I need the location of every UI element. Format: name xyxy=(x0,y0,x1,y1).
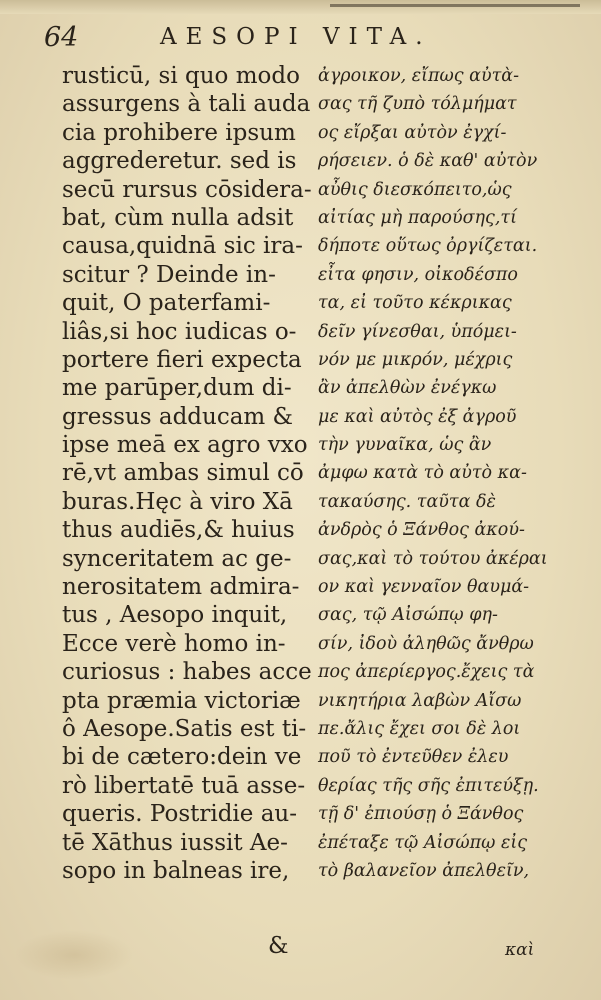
greek-text-line: ἀμφω κατὰ τὸ αὐτὸ κα- xyxy=(318,463,527,484)
latin-text-line: bi de cætero:dein ve xyxy=(62,744,302,771)
latin-column xyxy=(62,62,312,885)
latin-text-line: thus audiēs,& huius xyxy=(62,517,295,544)
latin-text-line: secū rursus cōsidera- xyxy=(62,176,312,203)
greek-text-line: σας,καὶ τὸ τούτου ἀκέραι xyxy=(318,548,548,569)
latin-text-line: rò libertatē tuā asse- xyxy=(62,772,306,799)
greek-text-line: ρήσειεν. ὁ δὲ καθ' αὐτὸν xyxy=(318,151,538,172)
latin-text-line: ô Aesope.Satis est ti- xyxy=(62,715,307,742)
top-rule xyxy=(330,4,580,7)
latin-text-line: causa,quidnā sic ira- xyxy=(62,233,303,260)
latin-text-line: me parūper,dum di- xyxy=(62,375,292,402)
greek-text-line: ἂν ἀπελθὼν ἐνέγκω xyxy=(318,378,497,399)
greek-text-line: τα, εἰ τοῦτο κέκρικας xyxy=(318,293,512,314)
greek-text-line: εἶτα φησιν, οἰκοδέσπο xyxy=(318,264,518,285)
greek-text-line: νόν με μικρόν, μέχρις xyxy=(318,349,513,370)
running-head: AESOPI VITA. xyxy=(160,24,432,50)
latin-text-line: queris. Postridie au- xyxy=(62,801,298,828)
latin-text-line: sopo in balneas ire, xyxy=(62,857,290,884)
greek-text-line: αἰτίας μὴ παρούσης,τί xyxy=(318,207,517,228)
greek-text-line: σας τῆ ζυπὸ τόλμήματ xyxy=(318,94,517,115)
latin-text-line: assurgens à tali auda xyxy=(62,91,311,118)
greek-text-line: ἐπέταξε τῷ Αἰσώπῳ εἰς xyxy=(318,832,527,853)
latin-text-line: liâs,si hoc iudicas o- xyxy=(62,318,297,345)
greek-text-line: ἀνδρὸς ὁ Ξάνθος ἀκού- xyxy=(318,520,525,541)
greek-text-line: πος ἀπερίεργος.ἔχεις τὰ xyxy=(318,662,535,683)
latin-text-line: curiosus : habes acce xyxy=(62,659,312,686)
greek-text-line: τῇ δ' ἐπιούσῃ ὁ Ξάνθος xyxy=(318,804,524,825)
greek-catchword: καὶ xyxy=(505,940,535,960)
latin-catchword: & xyxy=(268,933,289,959)
page-number: 64 xyxy=(44,22,79,53)
greek-text-line: τὴν γυναῖκα, ὡς ἂν xyxy=(318,435,492,456)
latin-text-line: aggrederetur. sed is xyxy=(62,148,297,175)
greek-text-line: ος εἴρξαι αὐτὸν ἐγχί- xyxy=(318,122,507,143)
greek-text-line: θερίας τῆς σῆς ἐπιτεύξῃ. xyxy=(318,775,539,796)
greek-text-line: δεῖν γίνεσθαι, ὑπόμει- xyxy=(318,321,517,342)
latin-text-line: buras.Hęc à viro Xā xyxy=(62,488,293,515)
greek-text-line: ποῦ τὸ ἐντεῦθεν ἐλευ xyxy=(318,747,509,768)
latin-text-line: tē Xāthus iussit Ae- xyxy=(62,829,288,856)
latin-text-line: cia prohibere ipsum xyxy=(62,119,296,146)
latin-text-line: nerositatem admira- xyxy=(62,574,300,601)
latin-text-line: ipse meā ex agro vxo xyxy=(62,432,308,459)
greek-column xyxy=(318,62,580,885)
latin-text-line: rusticū, si quo modo xyxy=(62,63,300,89)
latin-text-line: Ecce verè homo in- xyxy=(62,630,286,657)
paper-stain xyxy=(14,930,134,980)
greek-text-line: τακαύσης. ταῦτα δὲ xyxy=(318,491,496,512)
greek-text-line: με καὶ αὐτὸς ἐξ ἀγροῦ xyxy=(318,406,517,427)
page-top-edge xyxy=(0,0,601,14)
greek-text-line: πε.ἄλις ἔχει σοι δὲ λοι xyxy=(318,718,521,739)
latin-text-line: rē,vt ambas simul cō xyxy=(62,460,304,487)
greek-text-line: ον καὶ γενναῖον θαυμά- xyxy=(318,577,530,598)
greek-text-line: σας, τῷ Αἰσώπῳ φη- xyxy=(318,605,498,626)
greek-text-line: ἀγροικον, εἴπως αὐτὰ- xyxy=(318,66,519,86)
latin-text-line: portere fieri expecta xyxy=(62,346,302,373)
greek-text-line: νικητήρια λαβὼν Αἴσω xyxy=(318,690,522,711)
latin-text-line: bat, cùm nulla adsit xyxy=(62,204,294,231)
latin-text-line: gressus adducam & xyxy=(62,403,294,430)
greek-text-line: τὸ βαλανεῖον ἀπελθεῖν, xyxy=(318,860,530,881)
latin-text-line: quit, O paterfami- xyxy=(62,290,271,317)
latin-text-line: pta præmia victoriæ xyxy=(62,687,301,714)
greek-text-line: σίν, ἰδοὺ ἀληθῶς ἄνθρω xyxy=(318,633,534,654)
latin-text-line: tus , Aesopo inquit, xyxy=(62,602,288,629)
greek-text-line: δήποτε οὕτως ὀργίζεται. xyxy=(318,236,538,257)
latin-text-line: synceritatem ac ge- xyxy=(62,545,292,572)
latin-text-line: scitur ? Deinde in- xyxy=(62,261,276,288)
greek-text-line: αὖθις διεσκόπειτο,ὡς xyxy=(318,179,512,200)
